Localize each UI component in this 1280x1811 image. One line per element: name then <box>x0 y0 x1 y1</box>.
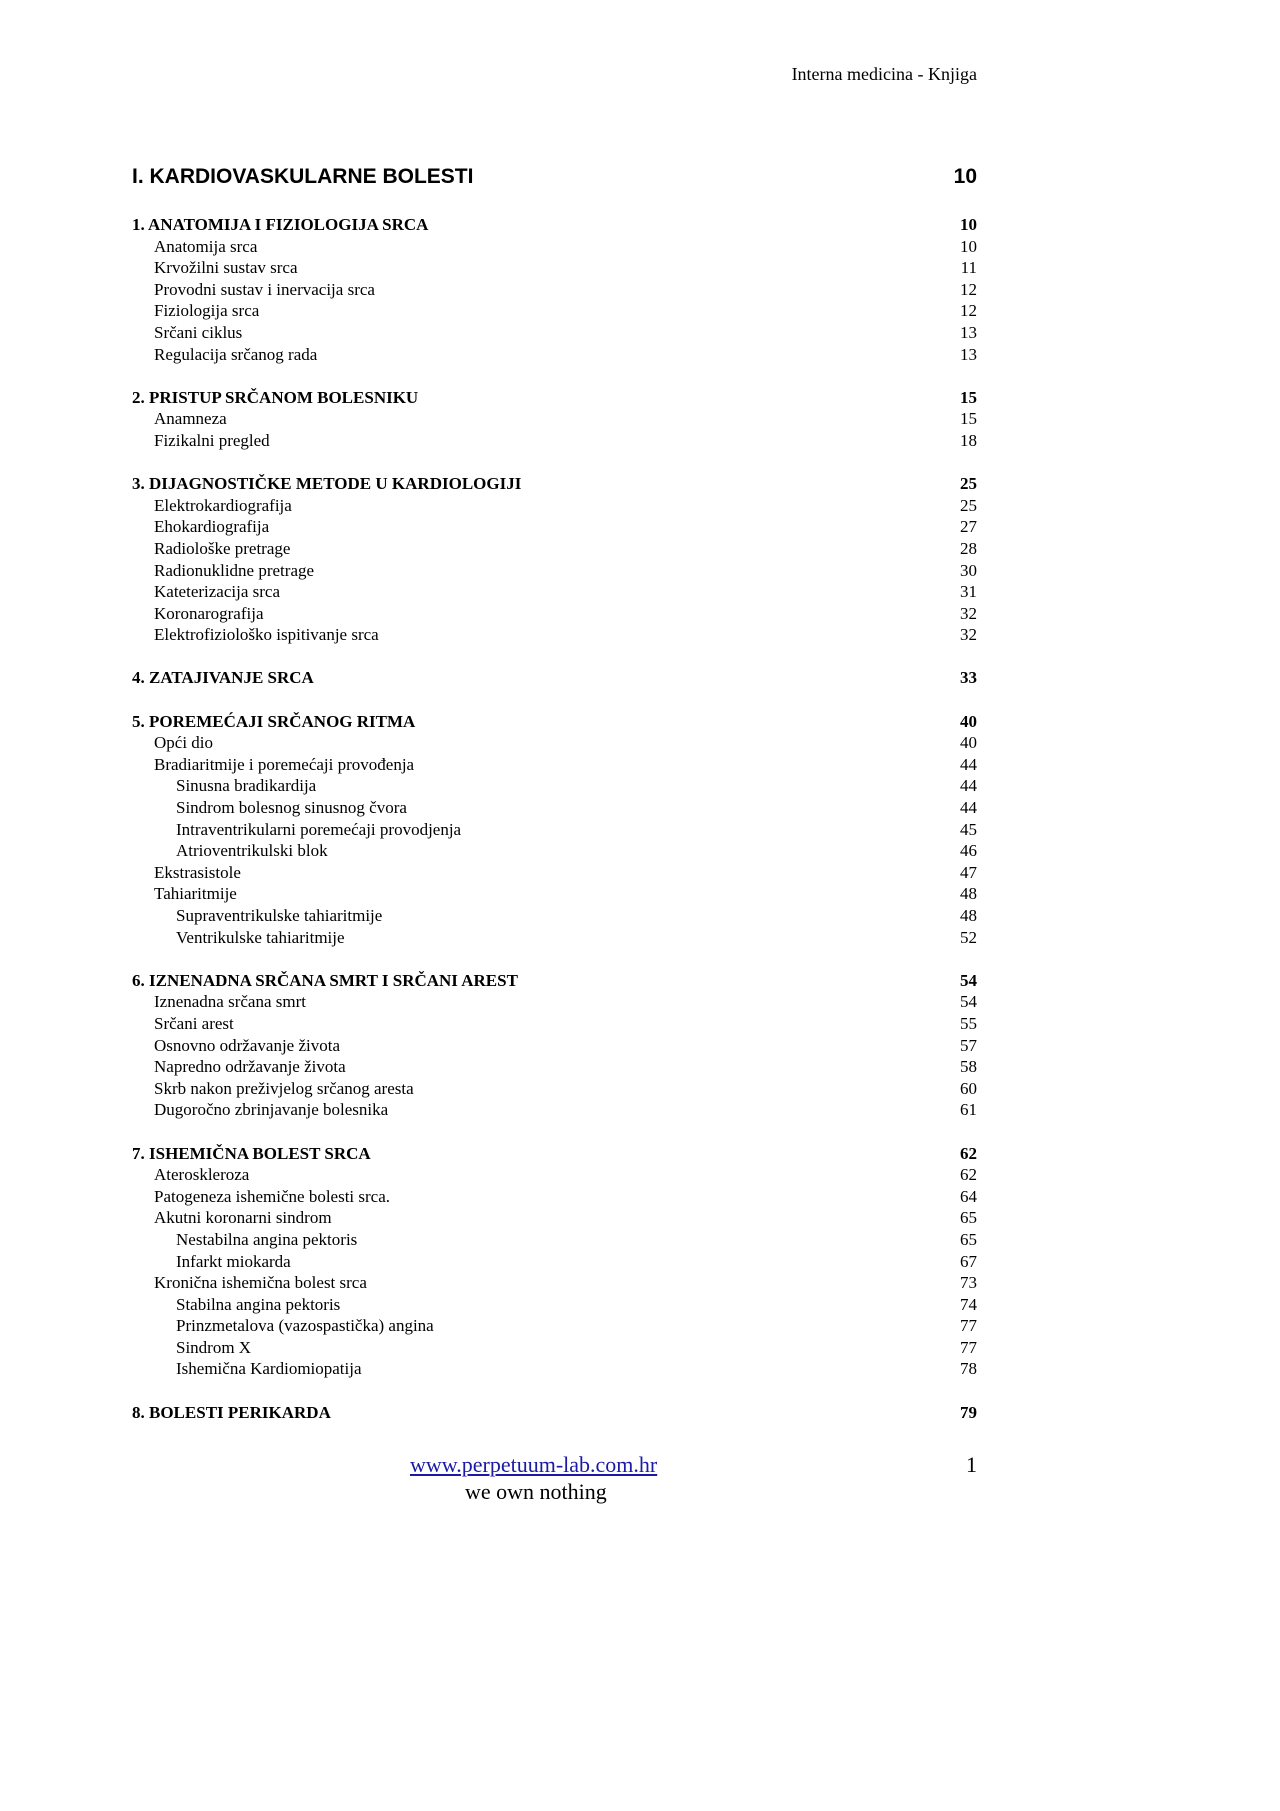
toc-entry-page: 40 <box>960 733 977 753</box>
toc-entry-row[interactable] <box>132 1056 977 1078</box>
toc-entry-title: Fiziologija srca <box>154 301 260 321</box>
toc-entry-row[interactable] <box>132 1186 977 1208</box>
toc-entry-page: 46 <box>960 841 977 861</box>
website-link[interactable]: www.perpetuum-lab.com.hr <box>410 1452 658 1477</box>
toc-entry-title: Supraventrikulske tahiaritmije <box>176 906 383 925</box>
toc-entry-page: 13 <box>960 344 977 364</box>
toc-entry-page: 12 <box>960 301 977 321</box>
toc-entry-page: 54 <box>960 992 977 1012</box>
toc-entry-page: 78 <box>960 1359 977 1379</box>
toc-chapter-row[interactable] <box>132 667 977 689</box>
toc-entry-page: 64 <box>960 1186 977 1206</box>
toc-entry-row[interactable] <box>132 257 977 279</box>
toc-entry-row[interactable] <box>132 1229 977 1251</box>
toc-entry-page: 54 <box>960 970 977 990</box>
toc-entry-page: 62 <box>960 1165 977 1185</box>
toc-entry-title: 5. POREMEĆAJI SRČANOG RITMA <box>132 711 416 731</box>
toc-entry-row[interactable] <box>132 1251 977 1273</box>
toc-chapter-row[interactable] <box>132 970 977 992</box>
toc-entry-title: Srčani ciklus <box>154 322 243 342</box>
toc-entry-title: Bradiaritmije i poremećaji provođenja <box>154 754 415 774</box>
toc-entry-page: 77 <box>960 1316 977 1336</box>
toc-entry-title: Opći dio <box>154 733 214 753</box>
toc-entry-title: Elektrokardiografija <box>154 495 292 515</box>
toc-entry-row[interactable] <box>132 624 977 646</box>
toc-entry-title: Napredno održavanje života <box>154 1057 346 1077</box>
toc-entry-row[interactable] <box>132 1358 977 1380</box>
toc-entry-title: Regulacija srčanog rada <box>154 344 318 364</box>
toc-entry-title: Provodni sustav i inervacija srca <box>154 279 375 299</box>
toc-entry-title: 4. ZATAJIVANJE SRCA <box>132 668 314 688</box>
toc-entry-page: 65 <box>960 1208 977 1228</box>
toc-entry-title: Ehokardiografija <box>154 517 270 537</box>
toc-entry-page: 79 <box>960 1402 977 1422</box>
toc-entry-row[interactable] <box>132 862 977 884</box>
toc-entry-title: Nestabilna angina pektoris <box>176 1229 358 1249</box>
toc-entry-title: Infarkt miokarda <box>176 1251 291 1271</box>
toc-entry-row[interactable] <box>132 1078 977 1100</box>
toc-entry-row[interactable] <box>132 322 977 344</box>
toc-entry-row[interactable] <box>132 279 977 301</box>
toc-entry-page: 15 <box>960 409 977 429</box>
toc-chapter <box>132 970 977 1121</box>
toc-entry-page: 73 <box>960 1273 977 1293</box>
toc-entry-page: 10 <box>960 215 977 234</box>
toc-entry-row[interactable] <box>132 1337 977 1359</box>
toc-entry-page: 44 <box>960 776 977 796</box>
toc-entry-title: Kronična ishemična bolest srca <box>154 1273 367 1293</box>
toc-entry-page: 48 <box>960 884 977 904</box>
toc-entry-title: Ishemična Kardiomiopatija <box>176 1359 362 1379</box>
toc-entry-row[interactable] <box>132 1207 977 1229</box>
toc-entry-page: 60 <box>960 1078 977 1098</box>
toc-entry-title: Sindrom bolesnog sinusnog čvora <box>176 798 407 818</box>
toc-entry-page: 11 <box>960 258 977 278</box>
toc-chapter <box>132 387 977 452</box>
toc-chapter-row[interactable] <box>132 214 977 236</box>
toc-chapter-row[interactable] <box>132 1402 977 1424</box>
toc-entry-row[interactable] <box>132 516 977 538</box>
toc-entry-page: 10 <box>960 236 977 256</box>
toc-entry-title: 3. DIJAGNOSTIČKE METODE U KARDIOLOGIJI <box>132 474 522 494</box>
part-heading <box>132 165 977 189</box>
toc-entry-page: 65 <box>960 1229 977 1249</box>
toc-entry-page: 18 <box>960 430 977 450</box>
toc-entry-title: Intraventrikularni poremećaji provodjenja <box>176 819 462 839</box>
toc-entry-title: Skrb nakon preživjelog srčanog aresta <box>154 1078 414 1098</box>
toc-entry-page: 31 <box>960 582 977 602</box>
toc-entry-title: Krvožilni sustav srca <box>154 258 298 278</box>
toc-entry-row[interactable] <box>132 344 977 366</box>
toc-entry-page: 33 <box>960 668 977 688</box>
toc-entry-title: Fizikalni pregled <box>154 430 270 450</box>
toc-entry-row[interactable] <box>132 840 977 862</box>
toc-entry-page: 47 <box>960 862 977 882</box>
toc-entry-title: Radionuklidne pretrage <box>154 560 315 580</box>
toc-entry-row[interactable] <box>132 991 977 1013</box>
toc-entry-page: 67 <box>960 1251 977 1271</box>
toc-entry-title: Dugoročno zbrinjavanje bolesnika <box>154 1100 389 1120</box>
toc-chapter-row[interactable] <box>132 387 977 409</box>
part-title: I. KARDIOVASKULARNE BOLESTI <box>132 165 474 188</box>
toc-entry-page: 40 <box>960 711 977 731</box>
toc-entry-row[interactable] <box>132 603 977 625</box>
toc-entry-row[interactable] <box>132 1315 977 1337</box>
toc-entry-row[interactable] <box>132 581 977 603</box>
toc-entry-title: Ekstrasistole <box>154 862 241 882</box>
toc-entry-row[interactable] <box>132 495 977 517</box>
toc-entry-page: 48 <box>960 906 977 925</box>
toc-entry-title: Koronarografija <box>154 603 264 623</box>
toc-entry-row[interactable] <box>132 560 977 582</box>
toc-entry-page: 44 <box>960 754 977 774</box>
page-footer <box>0 1452 1280 1512</box>
toc-entry-page: 32 <box>960 603 977 623</box>
toc-entry-page: 13 <box>960 322 977 342</box>
toc-entry-row[interactable] <box>132 905 977 927</box>
toc-chapter <box>132 1402 977 1424</box>
toc-entry-page: 30 <box>960 560 977 580</box>
toc-entry-title: Elektrofiziološko ispitivanje srca <box>154 625 379 645</box>
toc-entry-title: Kateterizacija srca <box>154 582 280 602</box>
toc-entry-row[interactable] <box>132 236 977 258</box>
toc-entry-row[interactable] <box>132 1099 977 1121</box>
toc-entry-row[interactable] <box>132 430 977 452</box>
table-of-contents <box>132 214 977 1445</box>
toc-entry-row[interactable] <box>132 775 977 797</box>
toc-entry-title: Sindrom X <box>176 1337 252 1357</box>
toc-chapter <box>132 473 977 646</box>
toc-entry-title: Akutni koronarni sindrom <box>154 1208 332 1228</box>
toc-entry-row[interactable] <box>132 754 977 776</box>
toc-entry-row[interactable] <box>132 1272 977 1294</box>
toc-entry-row[interactable] <box>132 1294 977 1316</box>
toc-entry-page: 25 <box>960 495 977 515</box>
toc-entry-row[interactable] <box>132 300 977 322</box>
toc-chapter-row[interactable] <box>132 1143 977 1165</box>
footer-tagline: we own nothing <box>465 1479 607 1504</box>
toc-entry-page: 27 <box>960 517 977 537</box>
toc-entry-row[interactable] <box>132 1164 977 1186</box>
toc-entry-row[interactable] <box>132 819 977 841</box>
toc-entry-title: Srčani arest <box>154 1013 234 1033</box>
toc-entry-row[interactable] <box>132 1035 977 1057</box>
toc-entry-page: 32 <box>960 625 977 645</box>
toc-entry-page: 58 <box>960 1057 977 1077</box>
toc-entry-title: 8. BOLESTI PERIKARDA <box>132 1402 331 1422</box>
toc-entry-title: 2. PRISTUP SRČANOM BOLESNIKU <box>132 387 419 407</box>
toc-entry-title: Ateroskleroza <box>154 1165 250 1185</box>
toc-entry-title: Atrioventrikulski blok <box>176 841 328 861</box>
toc-entry-row[interactable] <box>132 1013 977 1035</box>
toc-entry-page: 44 <box>960 798 977 818</box>
toc-entry-title: Ventrikulske tahiaritmije <box>176 927 345 947</box>
toc-entry-title: Patogeneza ishemične bolesti srca. <box>154 1186 391 1206</box>
toc-entry-page: 77 <box>960 1337 977 1357</box>
toc-entry-title: 1. ANATOMIJA I FIZIOLOGIJA SRCA <box>132 215 429 234</box>
toc-chapter-row[interactable] <box>132 711 977 733</box>
toc-entry-row[interactable] <box>132 883 977 905</box>
toc-entry-title: Sinusna bradikardija <box>176 776 317 796</box>
toc-entry-page: 57 <box>960 1035 977 1055</box>
toc-entry-title: Anamneza <box>154 409 227 429</box>
toc-entry-title: 6. IZNENADNA SRČANA SMRT I SRČANI AREST <box>132 970 518 990</box>
toc-chapter <box>132 711 977 949</box>
page-number: 1 <box>966 1452 977 1477</box>
toc-entry-row[interactable] <box>132 408 977 430</box>
toc-chapter-row[interactable] <box>132 473 977 495</box>
toc-entry-page: 45 <box>960 819 977 839</box>
part-page: 10 <box>953 165 977 188</box>
toc-entry-row[interactable] <box>132 732 977 754</box>
running-header: Interna medicina - Knjiga <box>791 64 977 84</box>
toc-entry-title: Radiološke pretrage <box>154 538 291 558</box>
toc-entry-page: 28 <box>960 538 977 558</box>
toc-entry-title: Stabilna angina pektoris <box>176 1294 341 1314</box>
toc-entry-page: 74 <box>960 1294 977 1314</box>
toc-entry-page: 55 <box>960 1013 977 1033</box>
toc-entry-page: 52 <box>960 927 977 947</box>
toc-entry-page: 15 <box>960 387 977 407</box>
toc-entry-title: Prinzmetalova (vazospastička) angina <box>176 1316 434 1336</box>
toc-entry-title: Tahiaritmije <box>154 884 237 904</box>
toc-entry-title: Osnovno održavanje života <box>154 1035 340 1055</box>
toc-entry-row[interactable] <box>132 538 977 560</box>
toc-entry-title: Anatomija srca <box>154 236 258 256</box>
toc-chapter <box>132 214 977 365</box>
toc-entry-page: 12 <box>960 279 977 299</box>
toc-entry-title: Iznenadna srčana smrt <box>154 992 306 1012</box>
toc-chapter <box>132 1143 977 1381</box>
toc-chapter <box>132 667 977 689</box>
toc-entry-title: 7. ISHEMIČNA BOLEST SRCA <box>132 1143 371 1163</box>
toc-entry-row[interactable] <box>132 927 977 949</box>
toc-entry-page: 61 <box>960 1100 977 1120</box>
toc-entry-row[interactable] <box>132 797 977 819</box>
toc-entry-page: 25 <box>960 474 977 494</box>
toc-entry-page: 62 <box>960 1143 977 1163</box>
